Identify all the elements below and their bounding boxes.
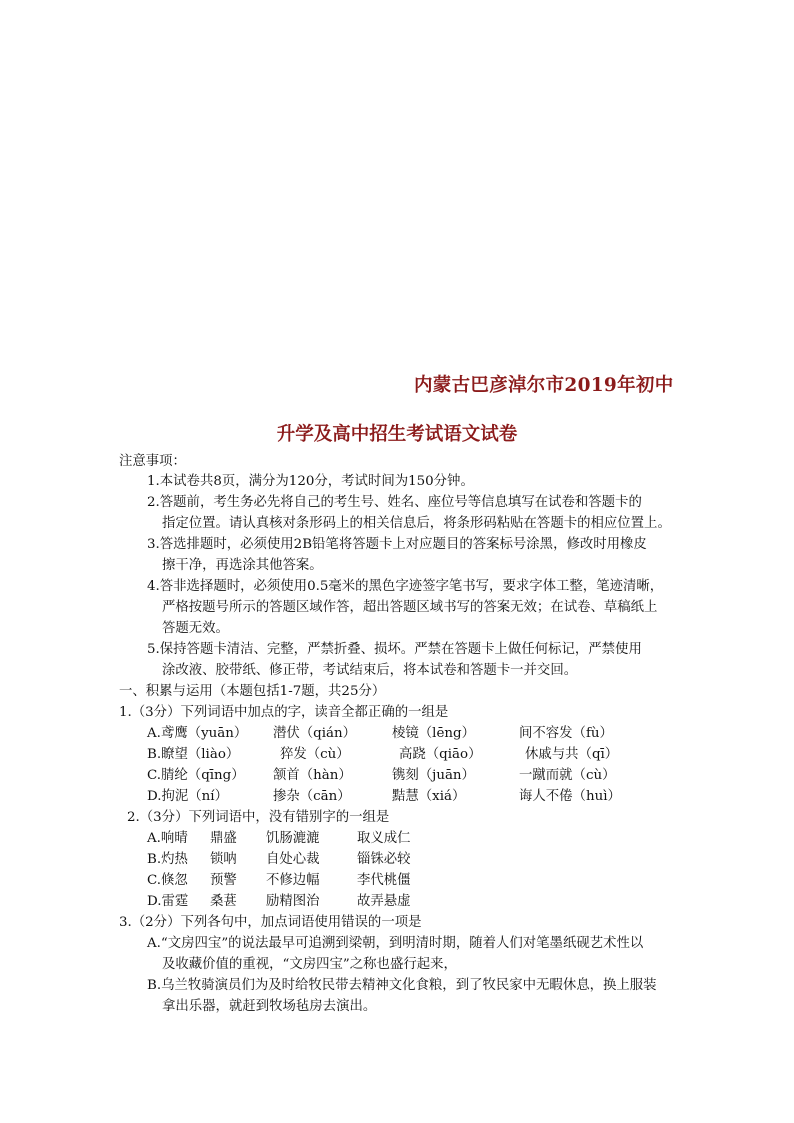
notice-item-5-line-1: 5.保持答题卡清洁、完整，严禁折叠、损坏。严禁在答题卡上做任何标记，严禁使用 xyxy=(147,642,642,657)
q2-option-b: B.灼热 xyxy=(147,852,188,867)
q2-option-d: D.雷霆 xyxy=(147,894,189,909)
q1-option-d-word-4: 诲人不倦（huì） xyxy=(519,789,621,804)
q2-option-a-word-3: 饥肠漉漉 xyxy=(266,831,320,846)
q2-option-b-word-2: 锁呐 xyxy=(210,852,237,867)
q2-option-b-word-4: 锱铢必较 xyxy=(357,852,411,867)
q2-option-c: C.倏忽 xyxy=(147,873,188,888)
section-1-heading: 一、积累与运用（本题包括1-7题，共25分） xyxy=(119,684,386,699)
q1-option-a-word-4: 间不容发（fù） xyxy=(519,726,613,741)
q1-option-d-word-3: 黠慧（xiá） xyxy=(392,789,466,804)
q2-option-d-word-2: 桑葚 xyxy=(210,894,237,909)
q1-option-a-word-3: 棱镜（lēng） xyxy=(392,726,475,741)
q1-option-d: D.拘泥（ní） xyxy=(147,789,228,804)
q3-option-a-line-2: 及收藏价值的重视，“文房四宝”之称也盛行起来， xyxy=(162,957,457,972)
page-title-line1: 内蒙古巴彦淖尔市2019年初中 xyxy=(414,375,674,396)
question-1-stem: 1.（3分）下列词语中加点的字，读音全都正确的一组是 xyxy=(119,705,449,720)
notice-item-4-line-1: 4.答非选择题时，必须使用0.5毫米的黑色字迹签字笔书写，要求字体工整，笔迹清晰， xyxy=(147,579,664,594)
notice-item-5-line-2: 涂改液、胶带纸、修正带，考试结束后，将本试卷和答题卡一并交回。 xyxy=(162,663,578,678)
q2-option-a-word-4: 取义成仁 xyxy=(357,831,411,846)
notice-item-2-line-1: 2.答题前，考生务必先将自己的考生号、姓名、座位号等信息填写在试卷和答题卡的 xyxy=(147,495,642,510)
q3-option-b-line-2: 拿出乐器，就赶到牧场毡房去演出。 xyxy=(162,999,377,1014)
q3-option-a-line-1: A.“文房四宝”的说法最早可追溯到梁朝，到明清时期，随着人们对笔墨纸砚艺术性以 xyxy=(147,936,644,951)
q1-option-a-word-2: 潜伏（qián） xyxy=(273,726,357,741)
q2-option-a-word-2: 鼎盛 xyxy=(210,831,237,846)
notice-item-4-line-2: 严格按题号所示的答题区域作答，超出答题区域书写的答案无效；在试卷、草稿纸上 xyxy=(162,600,658,615)
notice-item-1-line-1: 1.本试卷共8页，满分为120分，考试时间为150分钟。 xyxy=(147,474,474,489)
q2-option-c-word-2: 预警 xyxy=(210,873,237,888)
q1-option-b-word-4: 休戚与共（qī） xyxy=(525,747,619,762)
q2-option-c-word-4: 李代桃僵 xyxy=(357,873,411,888)
q1-option-c-word-3: 镌刻（juān） xyxy=(392,768,475,783)
notice-item-4-line-3: 答题无效。 xyxy=(162,621,229,636)
q1-option-b-word-2: 猝发（cù） xyxy=(280,747,350,762)
q2-option-d-word-3: 励精图治 xyxy=(266,894,320,909)
notice-heading: 注意事项： xyxy=(119,454,186,469)
q1-option-c-word-2: 颔首（hàn） xyxy=(273,768,352,783)
q1-option-c: C.腈纶（qīng） xyxy=(147,768,245,783)
notice-item-2-line-2: 指定位置。请认真核对条形码上的相关信息后，将条形码粘贴在答题卡的相应位置上。 xyxy=(162,516,671,531)
q1-option-a: A.鸢鹰（yuān） xyxy=(147,726,248,741)
notice-item-3-line-2: 擦干净，再选涂其他答案。 xyxy=(162,558,323,573)
q1-option-c-word-4: 一蹴而就（cù） xyxy=(519,768,616,783)
notice-item-3-line-1: 3.答选排题时，必须使用2B铅笔将答题卡上对应题目的答案标号涂黑，修改时用橡皮 xyxy=(147,537,647,552)
q3-option-b-line-1: B.乌兰牧骑演员们为及时给牧民带去精神文化食粮，到了牧民家中无暇休息，换上服装 xyxy=(147,978,657,993)
q1-option-b: B.瞭望（liào） xyxy=(147,747,240,762)
q1-option-b-word-3: 高跷（qiāo） xyxy=(399,747,482,762)
q2-option-b-word-3: 自处心裁 xyxy=(266,852,320,867)
q2-option-a: A.响晴 xyxy=(147,831,188,846)
q2-option-d-word-4: 故弄悬虚 xyxy=(357,894,411,909)
page-title-line2: 升学及高中招生考试语文试卷 xyxy=(276,424,518,445)
question-2-stem: 2.（3分）下列词语中，没有错别字的一组是 xyxy=(127,810,390,825)
question-3-stem: 3.（2分）下列各句中，加点词语使用错误的一项是 xyxy=(119,915,422,930)
q2-option-c-word-3: 不修边幅 xyxy=(266,873,320,888)
q1-option-d-word-2: 掺杂（cān） xyxy=(273,789,351,804)
